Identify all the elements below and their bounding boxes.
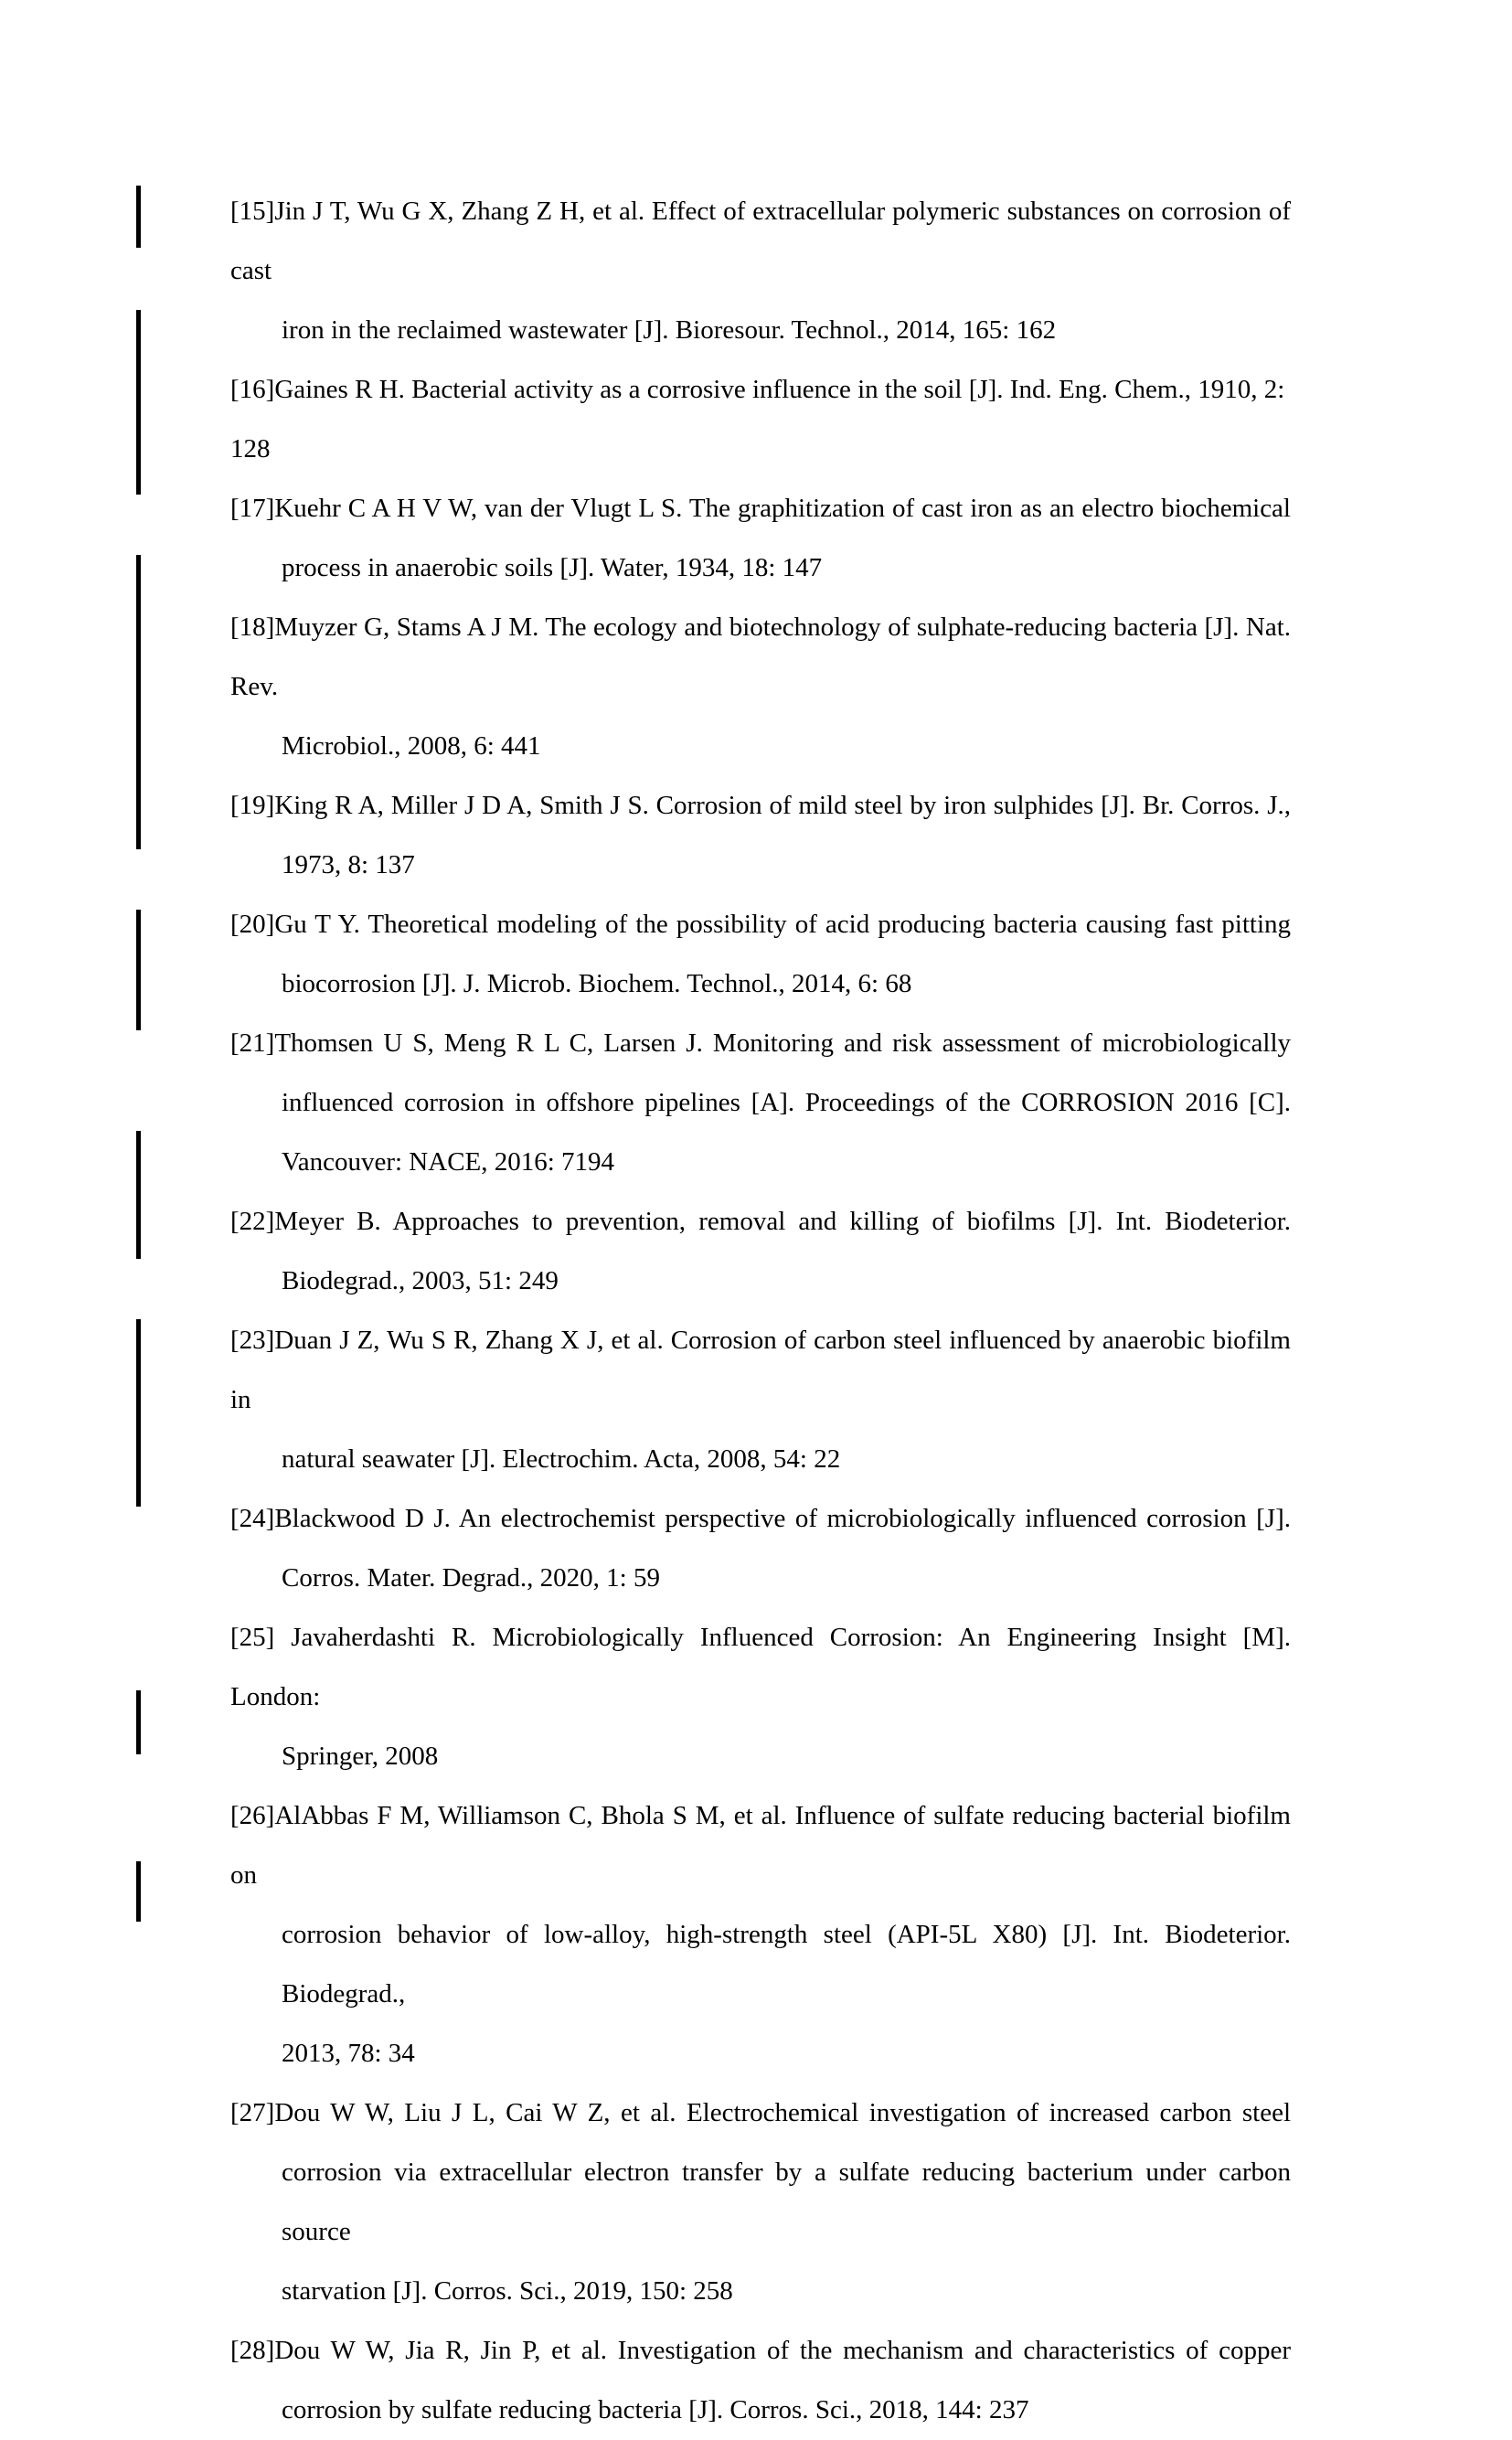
reference-item (230, 2083, 1291, 2321)
reference-line: starvation [J]. Corros. Sci., 2019, 150: 258 (282, 2276, 733, 2306)
reference-line: Springer, 2008 (282, 1742, 439, 1771)
reference-item (230, 598, 1291, 776)
reference-line: [21]Thomsen U S, Meng R L C, Larsen J. Monitoring and risk assessment of microbiologically (230, 1028, 1291, 1058)
change-bar (136, 310, 141, 495)
reference-item (230, 1489, 1291, 1608)
reference-line: [26]AlAbbas F M, Williamson C, Bhola S M, et al. Influence of sulfate reducing bacterial biofilm on (230, 1801, 1291, 1890)
reference-item (230, 1786, 1291, 2083)
reference-line: Biodegrad., 2003, 51: 249 (282, 1266, 559, 1295)
change-bar (136, 555, 141, 849)
change-bar (136, 186, 141, 248)
reference-line: corrosion via extracellular electron transfer by a sulfate reducing bacterium under carbon source (282, 2158, 1291, 2246)
reference-line: [28]Dou W W, Jia R, Jin P, et al. Investigation of the mechanism and characteristics of copper (230, 2336, 1291, 2365)
change-bar (136, 1861, 141, 1922)
reference-line: [25] Javaherdashti R. Microbiologically Influenced Corrosion: An Engineering Insight [M]. London: (230, 1623, 1291, 1711)
reference-line: corrosion behavior of low-alloy, high-strength steel (API-5L X80) [J]. Int. Biodeterior. Biodegrad., (282, 1920, 1291, 2008)
reference-line: Microbiol., 2008, 6: 441 (282, 731, 541, 761)
reference-line: biocorrosion [J]. J. Microb. Biochem. Technol., 2014, 6: 68 (282, 969, 912, 998)
reference-item (230, 895, 1291, 1014)
change-bar (136, 1690, 141, 1754)
reference-item (230, 360, 1291, 479)
change-bar (136, 1319, 141, 1507)
reference-line: Vancouver: NACE, 2016: 7194 (282, 1147, 615, 1177)
reference-line: [20]Gu T Y. Theoretical modeling of the possibility of acid producing bacteria causing fast pitting (230, 910, 1291, 939)
reference-line: process in anaerobic soils [J]. Water, 1934, 18: 147 (282, 553, 823, 582)
reference-item (230, 182, 1291, 360)
reference-line: influenced corrosion in offshore pipelines [A]. Proceedings of the CORROSION 2016 [C]. (282, 1088, 1291, 1117)
reference-line: 1973, 8: 137 (282, 850, 415, 879)
reference-line: [19]King R A, Miller J D A, Smith J S. Corrosion of mild steel by iron sulphides [J]. Br. Corros. J., (230, 791, 1291, 820)
reference-line: [16]Gaines R H. Bacterial activity as a corrosive influence in the soil [J]. Ind. Eng. Chem., 1910, 2: 128 (230, 375, 1285, 463)
references-list (230, 182, 1291, 2440)
reference-line: natural seawater [J]. Electrochim. Acta, 2008, 54: 22 (282, 1444, 841, 1474)
reference-line: iron in the reclaimed wastewater [J]. Bioresour. Technol., 2014, 165: 162 (282, 315, 1057, 345)
change-bar (136, 1131, 141, 1259)
reference-item (230, 1608, 1291, 1786)
reference-line: [17]Kuehr C A H V W, van der Vlugt L S. The graphitization of cast iron as an electro biochemical (230, 494, 1291, 523)
reference-item (230, 479, 1291, 598)
reference-line: 2013, 78: 34 (282, 2039, 415, 2068)
reference-line: [18]Muyzer G, Stams A J M. The ecology and biotechnology of sulphate-reducing bacteria [J]. Nat. Rev. (230, 613, 1291, 701)
reference-item (230, 1311, 1291, 1489)
reference-line: [24]Blackwood D J. An electrochemist perspective of microbiologically influenced corrosion [J]. (230, 1504, 1291, 1533)
reference-line: [15]Jin J T, Wu G X, Zhang Z H, et al. Effect of extracellular polymeric substances on corrosion of cast (230, 197, 1291, 285)
reference-line: corrosion by sulfate reducing bacteria [J]. Corros. Sci., 2018, 144: 237 (282, 2395, 1029, 2424)
reference-line: [23]Duan J Z, Wu S R, Zhang X J, et al. Corrosion of carbon steel influenced by anaerobic biofilm in (230, 1326, 1291, 1414)
reference-item (230, 776, 1291, 895)
reference-line: Corros. Mater. Degrad., 2020, 1: 59 (282, 1563, 660, 1593)
reference-item (230, 1014, 1291, 1192)
reference-line: [22]Meyer B. Approaches to prevention, removal and killing of biofilms [J]. Int. Biodeterior. (230, 1207, 1291, 1236)
reference-line: [27]Dou W W, Liu J L, Cai W Z, et al. Electrochemical investigation of increased carbon steel (230, 2098, 1291, 2127)
change-bar (136, 910, 141, 1030)
reference-item (230, 2321, 1291, 2440)
reference-item (230, 1192, 1291, 1311)
